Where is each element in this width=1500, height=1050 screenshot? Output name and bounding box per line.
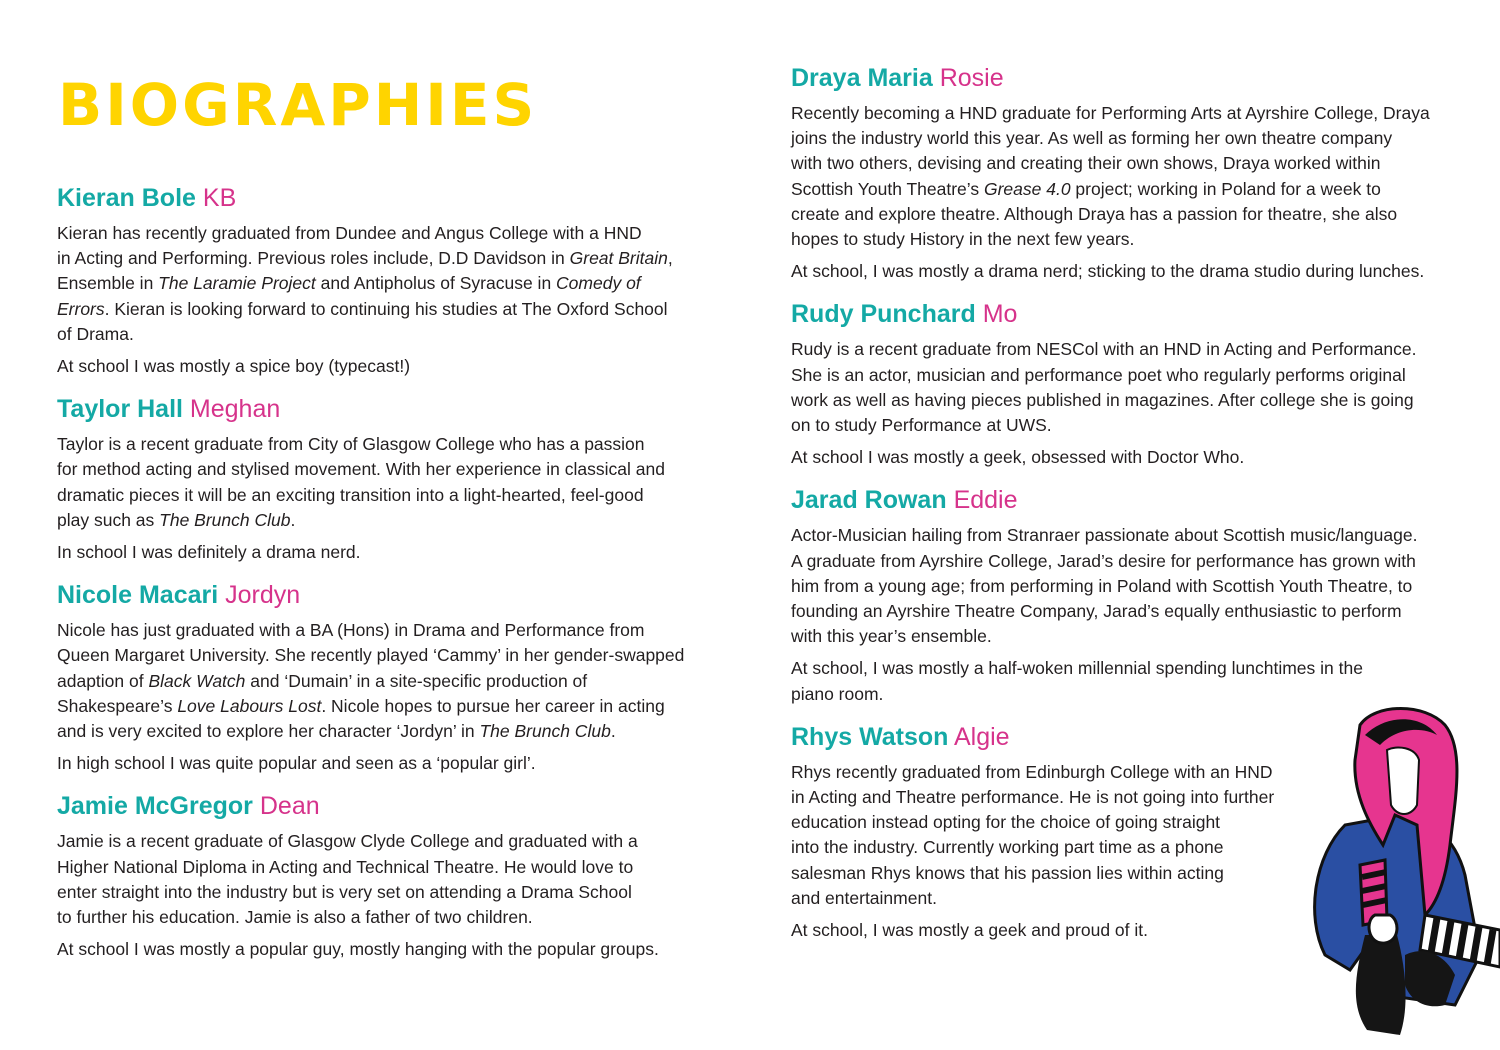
boot-shape	[1356, 935, 1406, 1035]
bio-text-segment: and ‘Dumain’ in a site-specific production of Shakespeare’s	[57, 670, 588, 716]
bio-quote: At school I was mostly a geek, obsessed with Doctor Who.	[791, 447, 1245, 468]
actor-name: Rudy Punchard	[791, 300, 976, 329]
role-name: Algie	[954, 722, 1010, 751]
bio-heading	[791, 296, 1471, 332]
bio-text-segment: . Kieran is looking forward to continuing his studies at The Oxford School of Drama.	[57, 298, 668, 344]
title-italic: The Brunch Club	[159, 509, 291, 530]
bio-text-segment: .	[610, 721, 616, 742]
bio-quote: In school I was definitely a drama nerd.	[57, 542, 361, 563]
bio-quote: At school I was mostly a popular guy, mostly hanging with the popular groups.	[57, 939, 659, 960]
role-name: Dean	[259, 792, 320, 821]
bio-text-segment: .	[290, 509, 296, 530]
title-italic: The Laramie Project	[158, 273, 316, 294]
actor-name: Jarad Rowan	[791, 486, 947, 515]
bio-text	[791, 101, 1471, 252]
bio-heading	[57, 788, 717, 824]
actor-name: Kieran Bole	[57, 184, 196, 212]
title-italic: Love Labours Lost	[177, 695, 322, 716]
bio-text-segment: , Ensemble in	[57, 248, 673, 294]
role-name: Jordyn	[225, 581, 301, 610]
bio-text-segment: Jamie is a recent graduate of Glasgow Clyde College and graduated with a Higher National Diploma in Acting and Technical Theatre. He would love to enter straight into the industry but is very set on attending a Drama School to further his education. Jamie is also a father of two children.	[57, 831, 638, 928]
actor-name: Draya Maria	[791, 64, 933, 92]
title-italic: The Brunch Club	[479, 721, 611, 742]
bio-text-segment: project; working in Poland for a week to create and explore theatre. Although Draya has a passion for theatre, she also hopes to study History in the next few years.	[791, 178, 1398, 250]
bio-text	[57, 618, 717, 744]
bio-heading	[57, 180, 717, 216]
bio-text	[57, 221, 717, 347]
bio-quote: At school, I was mostly a drama nerd; sticking to the drama studio during lunches.	[791, 261, 1425, 282]
role-name: KB	[202, 184, 237, 212]
bio-text-segment: Taylor is a recent graduate from City of Glasgow College who has a passion for method acting and stylised movement. With her experience in classical and dramatic pieces it will be an exciting transition into a light-hearted, feel-good play such as	[57, 434, 665, 530]
hand-shape	[1369, 915, 1397, 943]
bio-heading	[57, 577, 717, 613]
bio-taylor-hall	[57, 391, 717, 565]
bio-text-segment: . Nicole hopes to pursue her career in acting and is very excited to explore her character ‘Jordyn’ in	[57, 695, 665, 742]
bio-text	[791, 523, 1471, 649]
actor-name: Rhys Watson	[791, 722, 949, 751]
bio-jarad-rowan	[791, 482, 1471, 706]
role-name: Meghan	[189, 395, 281, 424]
bio-jamie-mcgregor	[57, 788, 717, 962]
bio-rudy-punchard	[791, 296, 1471, 470]
bio-quote: At school I was mostly a spice boy (typecast!)	[57, 356, 411, 377]
title-italic: Grease 4.0	[983, 178, 1071, 199]
bio-heading	[57, 391, 717, 427]
bio-text-segment: and Antipholus of Syracuse in	[315, 273, 557, 294]
bio-text-segment: Kieran has recently graduated from Dundee and Angus College with a HND in Acting and Performing. Previous roles include, D.D Davidson in	[57, 223, 642, 269]
face-shape	[1387, 747, 1419, 814]
page-title: BIOGRAPHIES	[58, 71, 538, 139]
bio-kieran-bole	[57, 180, 717, 379]
bio-heading	[791, 482, 1471, 518]
bio-text-segment: Actor-Musician hailing from Stranraer passionate about Scottish music/language. A graduate from Ayrshire College, Jarad’s desire for performance has grown with him from a young age; from performing in Poland with Scottish Youth Theatre, to founding an Ayrshire Theatre Company, Jarad’s equally enthusiastic to perform with this year’s ensemble.	[791, 525, 1418, 647]
bio-text	[791, 760, 1306, 911]
title-italic: Black Watch	[148, 670, 246, 691]
actor-name: Taylor Hall	[57, 395, 183, 424]
bio-text	[791, 337, 1471, 438]
bio-text	[57, 432, 717, 533]
role-name: Eddie	[953, 486, 1018, 515]
bio-text-segment: Rhys recently graduated from Edinburgh College with an HND in Acting and Theatre performance. He is not going into further education instead opting for the choice of going straight into the industry. Currently working part time as a phone salesman Rhys knows that his passion lies within acting and entertainment.	[791, 761, 1275, 908]
left-column	[57, 180, 717, 974]
bio-text-segment: Recently becoming a HND graduate for Performing Arts at Ayrshire College, Draya joins the industry world this year. As well as forming her own theatre company with two others, devising and creating their own shows, Draya worked within Scottish Youth Theatre’s	[791, 103, 1430, 199]
punk-girl-illustration	[1305, 705, 1500, 1045]
bio-quote: In high school I was quite popular and seen as a ‘popular girl’.	[57, 753, 536, 774]
bio-draya-maria	[791, 60, 1471, 284]
bio-quote: At school, I was mostly a geek and proud of it.	[791, 920, 1148, 941]
role-name: Rosie	[939, 64, 1004, 92]
bio-nicole-macari	[57, 577, 717, 776]
actor-name: Nicole Macari	[57, 581, 219, 610]
bio-text-segment: Nicole has just graduated with a BA (Hons) in Drama and Performance from Queen Margaret University. She recently played ‘Cammy’ in her gender-swapped adaption of	[57, 620, 685, 691]
title-italic: Comedy of Errors	[57, 273, 641, 319]
bio-text	[57, 829, 717, 930]
title-italic: Great Britain	[569, 248, 668, 269]
actor-name: Jamie McGregor	[57, 792, 253, 821]
bio-heading	[791, 60, 1471, 96]
bio-text-segment: Rudy is a recent graduate from NESCol with an HND in Acting and Performance. She is an actor, musician and performance poet who regularly performs original work as well as having pieces published in magazines. After college she is going on to study Performance at UWS.	[791, 339, 1417, 436]
bio-quote: At school, I was mostly a half-woken millennial spending lunchtimes in the piano room.	[791, 658, 1363, 704]
role-name: Mo	[982, 300, 1018, 329]
